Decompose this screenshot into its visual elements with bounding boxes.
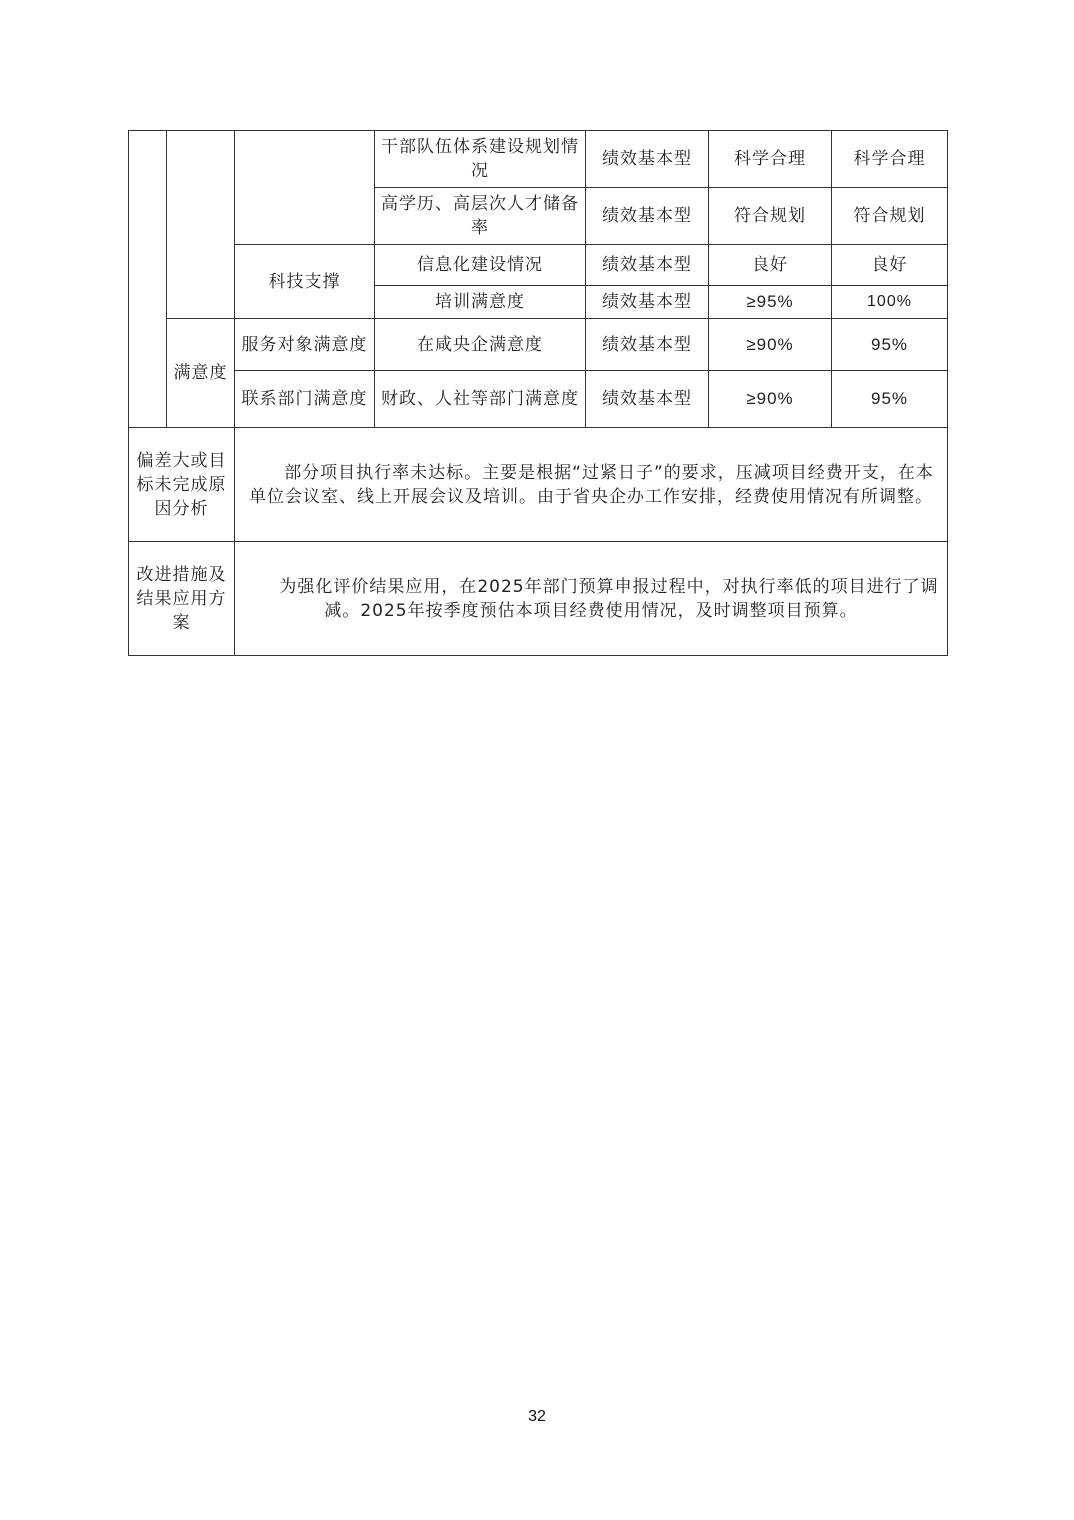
- type-cell: 绩效基本型: [586, 131, 709, 188]
- type-cell: 绩效基本型: [586, 371, 709, 428]
- actual-cell: 符合规划: [832, 188, 948, 245]
- type-cell: 绩效基本型: [586, 286, 709, 319]
- indicator-cell: 干部队伍体系建设规划情况: [375, 131, 586, 188]
- improvement-text: 为强化评价结果应用，在2025年部门预算申报过程中，对执行率低的项目进行了调减。2025年按季度预估本项目经费使用情况，及时调整项目预算。: [279, 576, 939, 621]
- blank-cell: [129, 131, 167, 428]
- page-number: 32: [528, 1408, 546, 1425]
- table-row: [129, 319, 948, 371]
- deviation-text-cell: [235, 428, 948, 542]
- target-cell: 符合规划: [709, 188, 832, 245]
- target-cell: ≥90%: [709, 319, 832, 371]
- actual-cell: 科学合理: [832, 131, 948, 188]
- target-cell: 科学合理: [709, 131, 832, 188]
- indicator-cell: 在咸央企满意度: [375, 319, 586, 371]
- sub-category-cell: 服务对象满意度: [235, 319, 375, 371]
- type-cell: 绩效基本型: [586, 245, 709, 286]
- improvement-label: 改进措施及结果应用方案: [129, 542, 235, 656]
- category-cell: 满意度: [167, 319, 235, 428]
- actual-cell: 95%: [832, 319, 948, 371]
- indicator-cell: 财政、人社等部门满意度: [375, 371, 586, 428]
- indicator-cell: 培训满意度: [375, 286, 586, 319]
- deviation-row: [129, 428, 948, 542]
- target-cell: ≥95%: [709, 286, 832, 319]
- table-row: [129, 371, 948, 428]
- actual-cell: 100%: [832, 286, 948, 319]
- actual-cell: 良好: [832, 245, 948, 286]
- indicator-cell: 高学历、高层次人才储备率: [375, 188, 586, 245]
- performance-table: [128, 130, 948, 656]
- actual-cell: 95%: [832, 371, 948, 428]
- target-cell: 良好: [709, 245, 832, 286]
- table-row: [129, 131, 948, 188]
- improvement-text-cell: [235, 542, 948, 656]
- improvement-row: [129, 542, 948, 656]
- indicator-cell: 信息化建设情况: [375, 245, 586, 286]
- target-cell: ≥90%: [709, 371, 832, 428]
- type-cell: 绩效基本型: [586, 319, 709, 371]
- blank-cell: [235, 131, 375, 245]
- deviation-text: 部分项目执行率未达标。主要是根据“过紧日子”的要求，压减项目经费开支，在本单位会议室、线上开展会议及培训。由于省央企办工作安排，经费使用情况有所调整。: [249, 462, 934, 507]
- type-cell: 绩效基本型: [586, 188, 709, 245]
- blank-cell: [167, 131, 235, 319]
- sub-category-cell: 科技支撑: [235, 245, 375, 319]
- table-row: [129, 245, 948, 286]
- sub-category-cell: 联系部门满意度: [235, 371, 375, 428]
- deviation-label: 偏差大或目标未完成原因分析: [129, 428, 235, 542]
